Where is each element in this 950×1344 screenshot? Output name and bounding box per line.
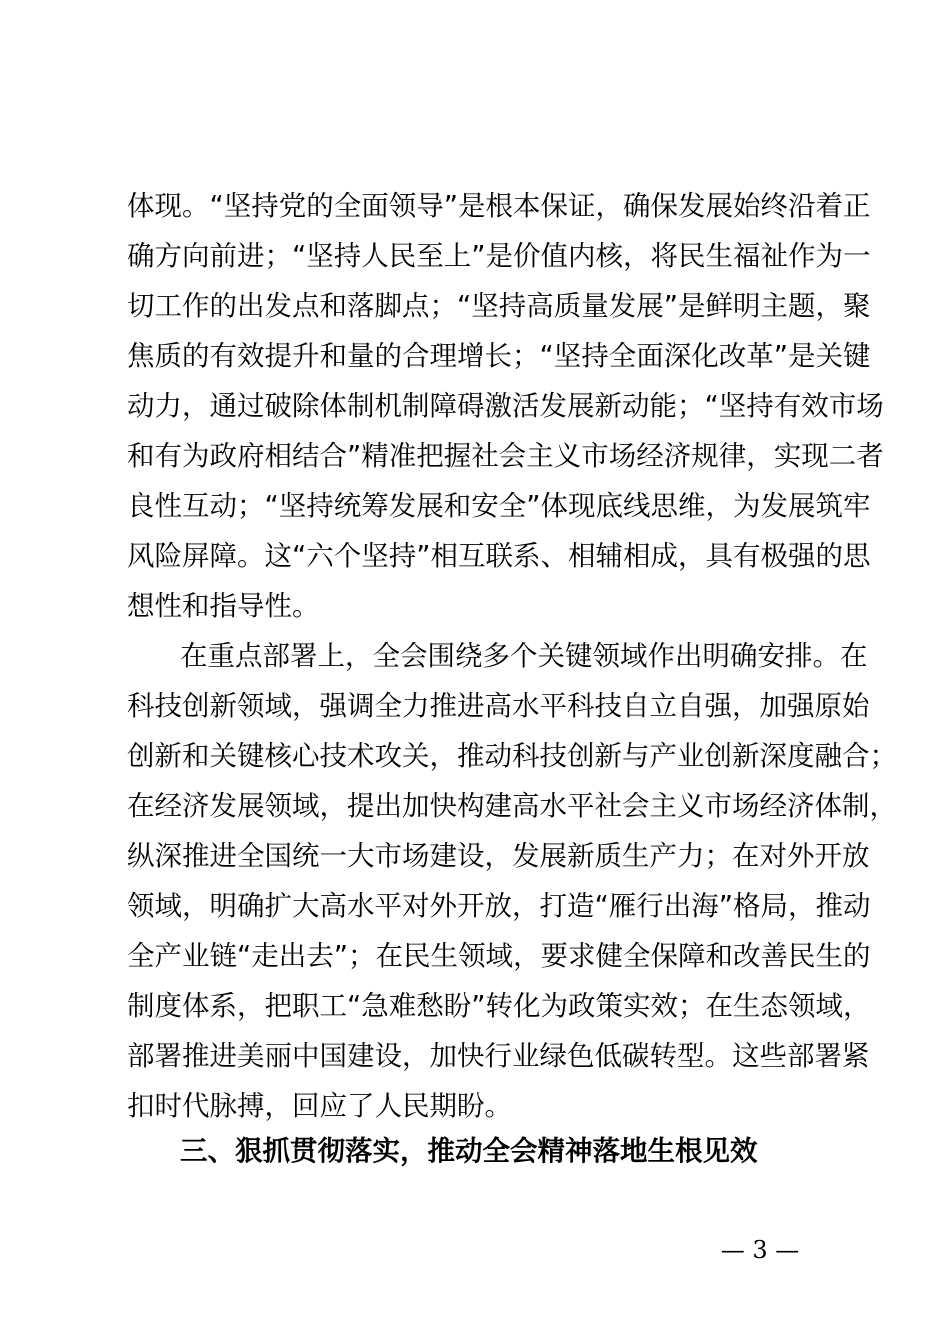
paragraph-line: 在重点部署上，全会围绕多个关键领域作出明确安排。在 xyxy=(180,640,868,672)
paragraph-line: 扣时代脉搏，回应了人民期盼。 xyxy=(127,1090,512,1122)
page-number: — 3 — xyxy=(720,1236,800,1264)
paragraph-line: 良性互动；“坚持统筹发展和安全”体现底线思维，为发展筑牢 xyxy=(127,490,871,522)
paragraph-line: 科技创新领域，强调全力推进高水平科技自立自强，加强原始 xyxy=(127,690,870,722)
paragraph-line: 制度体系，把职工“急难愁盼”转化为政策实效；在生态领域， xyxy=(127,990,871,1022)
paragraph-line: 和有为政府相结合”精准把握社会主义市场经济规律，实现二者 xyxy=(127,440,884,472)
paragraph-line: 纵深推进全国统一大市场建设，发展新质生产力；在对外开放 xyxy=(127,840,870,872)
paragraph-line: 在经济发展领域，提出加快构建高水平社会主义市场经济体制， xyxy=(127,790,897,822)
paragraph-line: 风险屏障。这“六个坚持”相互联系、相辅相成，具有极强的思 xyxy=(127,540,871,572)
paragraph-line: 动力，通过破除体制机制障碍激活发展新动能；“坚持有效市场 xyxy=(127,390,884,422)
paragraph-line: 切工作的出发点和落脚点；“坚持高质量发展”是鲜明主题，聚 xyxy=(127,290,871,322)
paragraph-line: 焦质的有效提升和量的合理增长；“坚持全面深化改革”是关键 xyxy=(127,340,871,372)
paragraph-line: 体现。“坚持党的全面领导”是根本保证，确保发展始终沿着正 xyxy=(127,190,871,222)
paragraph-line: 创新和关键核心技术攻关，推动科技创新与产业创新深度融合； xyxy=(127,740,897,772)
section-heading: 三、狠抓贯彻落实，推动全会精神落地生根见效 xyxy=(180,1135,758,1167)
paragraph-line: 全产业链“走出去”；在民生领域，要求健全保障和改善民生的 xyxy=(127,940,871,972)
paragraph-line: 部署推进美丽中国建设，加快行业绿色低碳转型。这些部署紧 xyxy=(127,1040,870,1072)
paragraph-line: 想性和指导性。 xyxy=(127,590,320,622)
paragraph-line: 领域，明确扩大高水平对外开放，打造“雁行出海”格局，推动 xyxy=(127,890,871,922)
paragraph-line: 确方向前进；“坚持人民至上”是价值内核，将民生福祉作为一 xyxy=(127,240,871,272)
